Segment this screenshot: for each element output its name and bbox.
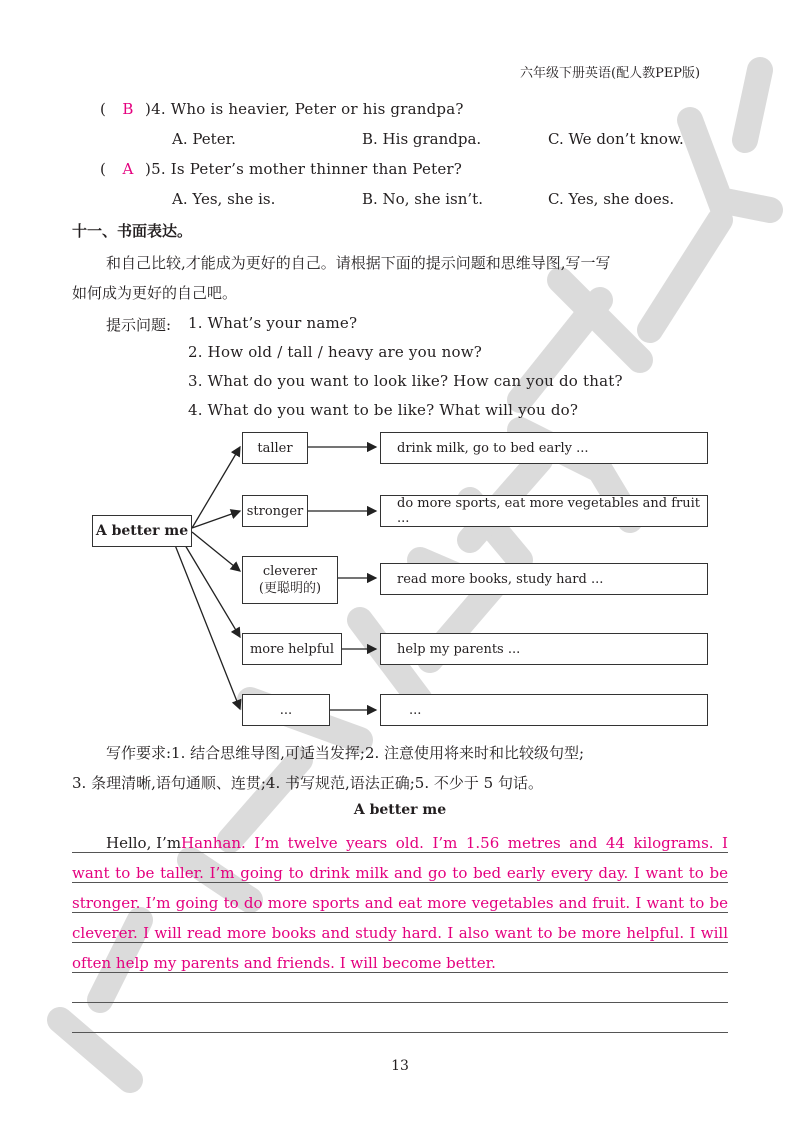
mindmap-node-label: ... <box>279 702 293 718</box>
q5-option-a: A. Yes, she is. <box>172 190 276 208</box>
essay-answer-3: stronger. I’m going to do more sports and eat more vegetables and fruit. I want to be <box>72 894 728 912</box>
answer-5: A <box>122 160 134 178</box>
writing-rule <box>72 972 728 973</box>
writing-rule <box>72 852 728 853</box>
answer-paren-close: ) <box>145 160 152 178</box>
q4-option-b: B. His grandpa. <box>362 130 482 148</box>
writing-rule <box>72 1002 728 1003</box>
mindmap-action-label: ... <box>409 702 422 718</box>
mindmap-node-stronger <box>242 495 308 527</box>
mindmap-action-label: help my parents ... <box>397 641 521 657</box>
mindmap-action-label: read more books, study hard ... <box>397 571 604 587</box>
answer-4: B <box>122 100 134 118</box>
mindmap-action-more-helpful <box>380 633 708 665</box>
prompt-2: 2. How old / tall / heavy are you now? <box>188 343 483 361</box>
mindmap-action-label: drink milk, go to bed early ... <box>397 440 589 456</box>
q5-option-b: B. No, she isn’t. <box>362 190 483 208</box>
essay-line-1 <box>72 828 728 859</box>
essay-line-5 <box>72 948 728 979</box>
writing-rule <box>72 942 728 943</box>
mindmap-action-cleverer <box>380 563 708 595</box>
mindmap-node-label: more helpful <box>249 641 335 657</box>
mindmap-node-label: taller <box>257 440 293 456</box>
writing-rule <box>72 912 728 913</box>
mindmap-node-label: cleverer <box>262 564 318 579</box>
prompt-label: 提示问题: <box>106 316 172 334</box>
mindmap-action-stronger <box>380 495 708 527</box>
mindmap-node-label: stronger <box>246 503 304 519</box>
writing-rule <box>72 1032 728 1033</box>
mindmap-action-taller <box>380 432 708 464</box>
prompt-1: 1. What’s your name? <box>188 314 358 332</box>
essay-answer-4: cleverer. I will read more books and study hard. I also want to be more helpful. I will <box>72 924 728 942</box>
section-title: 十一、书面表达。 <box>72 222 193 240</box>
writing-rule <box>72 882 728 883</box>
essay-title: A better me <box>353 802 447 818</box>
answer-paren-open: ( <box>100 100 107 118</box>
section-intro-line1: 和自己比较,才能成为更好的自己。请根据下面的提示问题和思维导图,写一写 <box>106 254 611 272</box>
mindmap-node-taller <box>242 432 308 464</box>
q5-option-c: C. Yes, she does. <box>548 190 675 208</box>
mindmap-action-label: do more sports, eat more vegetables and fruit ... <box>397 496 701 526</box>
mindmap-node-more <box>242 694 330 726</box>
mindmap-node-sublabel: (更聪明的) <box>258 581 322 596</box>
mindmap-node-more-helpful <box>242 633 342 665</box>
answer-paren-close: ) <box>145 100 152 118</box>
requirements-line1: 写作要求:1. 结合思维导图,可适当发挥;2. 注意使用将来时和比较级句型; <box>106 744 585 762</box>
prompt-3: 3. What do you want to look like? How can you do that? <box>188 372 623 390</box>
essay-answer-2: want to be taller. I’m going to drink milk and go to bed early every day. I want to be <box>72 864 728 882</box>
requirements-line2: 3. 条理清晰,语句通顺、连贯;4. 书写规范,语法正确;5. 不少于 5 句话。 <box>72 774 543 792</box>
essay-line-2 <box>72 858 728 889</box>
q4-option-a: A. Peter. <box>172 130 236 148</box>
prompt-4: 4. What do you want to be like? What will you do? <box>188 401 579 419</box>
section-intro-line2: 如何成为更好的自己吧。 <box>72 284 238 302</box>
mindmap-node-cleverer <box>242 556 338 604</box>
essay-answer-5: often help my parents and friends. I will become better. <box>72 954 496 972</box>
question-4-text: 4. Who is heavier, Peter or his grandpa? <box>151 100 464 118</box>
essay-line-3 <box>72 888 728 919</box>
q4-option-c: C. We don’t know. <box>548 130 684 148</box>
essay-prefix: Hello, I’m <box>106 834 182 852</box>
running-header: 六年级下册英语(配人教PEP版) <box>520 66 701 81</box>
page-number: 13 <box>391 1058 409 1074</box>
answer-paren-open: ( <box>100 160 107 178</box>
question-5-text: 5. Is Peter’s mother thinner than Peter? <box>151 160 463 178</box>
mindmap-center-label: A better me <box>95 523 189 539</box>
mindmap-action-more <box>380 694 708 726</box>
essay-line-4 <box>72 918 728 949</box>
essay-answer-1: Hanhan. I’m twelve years old. I’m 1.56 metres and 44 kilograms. I <box>181 834 728 852</box>
mindmap-center <box>92 515 192 547</box>
